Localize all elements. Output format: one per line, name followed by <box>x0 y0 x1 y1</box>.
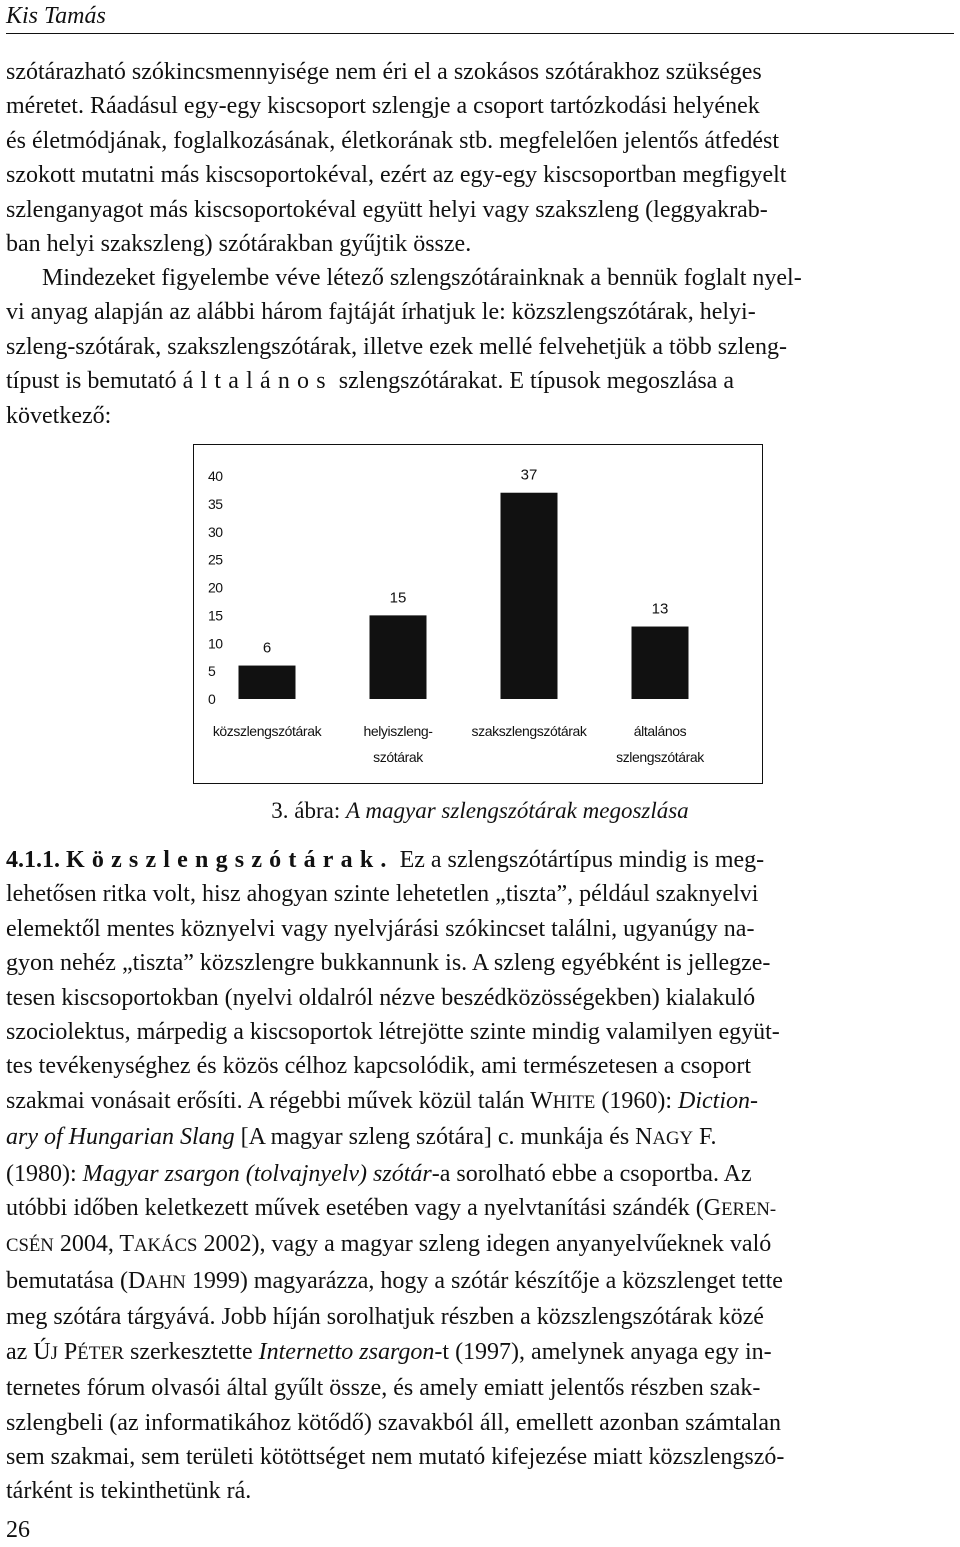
y-tick-label: 5 <box>208 663 216 680</box>
text-line <box>6 1335 954 1371</box>
x-tick-label: közszlengszótárak <box>212 723 322 739</box>
text-line: meg szótára tárgyává. Jobb híján sorolhatjuk részben a közszlengszótárak közé <box>6 1304 764 1331</box>
text-fragment: bemutatása (D <box>6 1267 146 1294</box>
section-number: 4.1.1. <box>6 847 60 873</box>
text-fragment: típust is bemutató <box>6 368 177 395</box>
text-fragment: 2004, T <box>53 1231 135 1258</box>
text-line: szótárazható szókincsmennyisége nem éri el a szokásos szótárakhoz szükséges <box>6 59 762 85</box>
x-tick-label: általános <box>633 723 687 739</box>
author-name: EREN- <box>721 1199 777 1221</box>
y-tick-label: 10 <box>208 635 223 652</box>
text-fragment: (1980): <box>6 1160 83 1187</box>
text-fragment: (1960): <box>595 1087 678 1114</box>
y-tick-label: 0 <box>208 691 216 707</box>
data-label: 37 <box>520 466 538 484</box>
text-line: méretet. Ráadásul egy-egy kiscsoport szlengje a csoport tartózkodási helyének <box>6 93 760 120</box>
text-fragment: az Ú <box>6 1338 51 1365</box>
text-fragment: szakmai vonásait erősíti. A régebbi művek közül talán W <box>6 1087 553 1114</box>
running-head-title: Kis Tamás <box>6 3 106 29</box>
x-tick-label: szótárak <box>373 749 423 765</box>
text-line: szleng-szótárak, szakszlengszótárak, illetve ezek mellé felvehetjük a több szleng- <box>6 333 787 360</box>
y-tick-label: 20 <box>208 579 223 596</box>
y-tick-label: 15 <box>208 607 223 624</box>
x-tick-label: helyiszleng- <box>363 723 433 739</box>
data-label: 13 <box>651 600 669 618</box>
data-label: 15 <box>389 589 407 607</box>
section-4-1-1 <box>6 843 954 1509</box>
text-line <box>6 1227 954 1263</box>
text-line: szlenganyagot más kiscsoportokéval együtt helyi vagy szakszleng (leggyakrab- <box>6 196 768 223</box>
header-rule <box>6 33 954 34</box>
text-line: szokott mutatni más kiscsoportokéval, ezért az egy-egy kiscsoportban megfigyelt <box>6 162 787 189</box>
text-fragment: 2002), vagy a magyar szleng idegen anyanyelvűeknek való <box>197 1231 772 1258</box>
x-tick-label: szakszlengszótárak <box>471 723 587 739</box>
book-title: Diction- <box>678 1087 758 1114</box>
text-line <box>6 843 954 877</box>
text-fragment: szerkesztette <box>124 1338 259 1365</box>
text-line <box>6 1120 954 1156</box>
text-line <box>6 1157 954 1191</box>
text-line: tes tevékenységhez és közös célhoz kapcsolódik, ami természetesen a csoport <box>6 1053 752 1080</box>
bar-chart-svg <box>194 445 761 782</box>
text-line: vi anyag alapján az alábbi három fajtáját írhatjuk le: közszlengszótárak, helyi- <box>6 299 756 326</box>
text-line <box>6 1084 954 1120</box>
author-name: CSÉN <box>6 1235 54 1257</box>
author-name: J <box>50 1342 58 1364</box>
caption-number: 3. ábra: <box>271 798 347 823</box>
bar <box>239 666 296 699</box>
x-tick-label: szlengszótárak <box>616 749 704 765</box>
y-tick-label: 40 <box>208 468 223 484</box>
text-line: ban helyi szakszleng) szótárakban gyűjtik össze. <box>6 231 472 258</box>
bar-chart <box>193 444 763 784</box>
text-fragment: 1999) magyarázza, hogy a szótár készítője a közszlenget tette <box>185 1267 783 1294</box>
text-line: ternetes fórum olvasói által gyűlt össze, és amely emiatt jelentős részben szak- <box>6 1375 761 1402</box>
text-line <box>6 364 954 398</box>
text-fragment: utóbbi időben keletkezett művek esetében vagy a nyelvtanítási szándék (G <box>6 1195 722 1222</box>
author-name: HITE <box>552 1091 596 1113</box>
text-fragment: F. <box>693 1124 717 1151</box>
bar <box>501 493 558 699</box>
text-line: következő: <box>6 402 112 429</box>
author-name: AHN <box>145 1271 186 1293</box>
text-line <box>6 1264 954 1300</box>
caption-title: A magyar szlengszótárak megoszlása <box>346 798 689 823</box>
text-fragment: Ez a szlengszótártípus mindig is meg- <box>393 847 765 873</box>
text-line: elemektől mentes köznyelvi vagy nyelvjárási szókincset találni, ugyanúgy na- <box>6 915 755 942</box>
paragraph-2 <box>6 261 954 433</box>
text-line: tárként is tekinthetünk rá. <box>6 1478 252 1505</box>
text-line: sem szakmai, sem területi kötöttséget nem mutató kifejezése miatt közszlengszó- <box>6 1443 785 1470</box>
text-fragment: szlengszótárakat. E típusok megoszlása a <box>338 368 734 395</box>
emphasized-word: általános <box>182 368 333 395</box>
paragraph-1 <box>6 55 954 261</box>
bar <box>370 615 427 699</box>
text-line: szlengbeli (az informatikához kötődő) szavakból áll, emellett azonban számtalan <box>6 1409 782 1436</box>
text-line: és életmódjának, foglalkozásának, életkorának stb. megfelelően jelentős átfedést <box>6 127 780 154</box>
book-title: Magyar zsargon (tolvajnyelv) szótár <box>82 1160 432 1187</box>
data-label: 6 <box>262 639 272 657</box>
text-line: tesen kiscsoportokban (nyelvi oldalról nézve beszédközösségekben) kialakuló <box>6 984 756 1011</box>
text-fragment: -t (1997), amelynek anyaga egy in- <box>434 1338 772 1365</box>
author-name: AKÁCS <box>134 1235 198 1257</box>
book-title: Internetto zsargon <box>258 1338 435 1365</box>
figure-caption <box>0 796 960 826</box>
text-line: gyon nehéz „tiszta” közszlengre bukkannunk is. A szleng egyébként is jellegze- <box>6 950 771 977</box>
section-title: Közszlengszótárak. <box>66 847 394 873</box>
page-number: 26 <box>6 1517 30 1543</box>
y-tick-label: 35 <box>208 495 223 512</box>
text-fragment: [A magyar szleng szótára] c. munkája és N <box>234 1124 653 1151</box>
text-line <box>6 1191 954 1227</box>
bar <box>632 627 689 699</box>
text-line: Mindezeket figyelembe véve létező szlengszótárainknak a bennük foglalt nyel- <box>42 265 802 291</box>
text-fragment: P <box>57 1338 78 1365</box>
y-tick-label: 30 <box>208 523 223 540</box>
y-tick-label: 25 <box>208 551 223 568</box>
author-name: AGY <box>652 1128 694 1150</box>
author-name: ÉTER <box>77 1342 125 1364</box>
text-line: lehetősen ritka volt, hisz ahogyan szinte lehetetlen „tiszta”, például szaknyelvi <box>6 881 759 908</box>
text-fragment: -a sorolható ebbe a csoportba. Az <box>431 1160 752 1187</box>
text-line: szociolektus, márpedig a kiscsoportok létrejötte szinte mindig valamilyen együt- <box>6 1019 780 1046</box>
book-title: ary of Hungarian Slang <box>6 1124 235 1151</box>
